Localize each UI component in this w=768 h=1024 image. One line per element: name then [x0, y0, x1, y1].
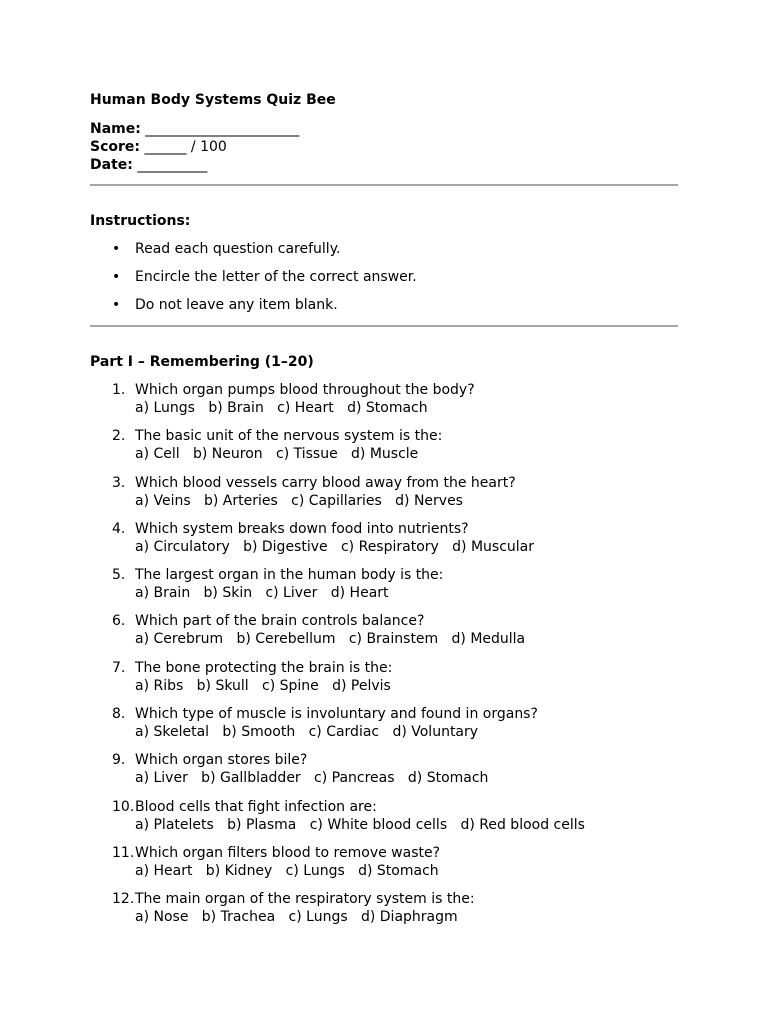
score-blank: ______ / 100	[140, 139, 227, 155]
date-label: Date:	[90, 157, 133, 173]
score-label: Score:	[90, 139, 140, 155]
question-text: Which organ stores bile?	[135, 752, 308, 769]
instruction-item	[90, 296, 417, 324]
date-blank: __________	[132, 157, 208, 173]
question-number: 10.	[112, 798, 135, 815]
question-text: Blood cells that fight infection are:	[135, 798, 377, 815]
question-text: The main organ of the respiratory system is the:	[135, 891, 475, 908]
question-number: 6.	[112, 613, 126, 630]
instruction-item	[90, 240, 417, 268]
question-text: Which part of the brain controls balance?	[135, 613, 425, 630]
question-options: a) Cell b) Neuron c) Tissue d) Muscle	[135, 446, 419, 463]
question-number: 11.	[112, 844, 135, 861]
question-item	[90, 474, 585, 520]
score-row	[90, 138, 299, 156]
question-number: 3.	[112, 474, 126, 491]
instruction-text: Do not leave any item blank.	[135, 297, 338, 313]
question-item	[90, 751, 585, 797]
question-options: a) Cerebrum b) Cerebellum c) Brainstem d) Medulla	[135, 631, 526, 648]
question-text: Which organ filters blood to remove waste?	[135, 844, 441, 861]
question-text: Which system breaks down food into nutrients?	[135, 520, 469, 537]
name-label: Name:	[90, 121, 141, 137]
name-blank: ______________________	[140, 121, 300, 137]
question-text: The largest organ in the human body is the:	[135, 567, 444, 584]
question-item	[90, 520, 585, 566]
question-options: a) Ribs b) Skull c) Spine d) Pelvis	[135, 677, 391, 694]
instruction-text: Encircle the letter of the correct answer.	[135, 269, 417, 285]
question-item	[90, 381, 585, 427]
question-number: 2.	[112, 428, 126, 445]
question-options: a) Skeletal b) Smooth c) Cardiac d) Voluntary	[135, 724, 479, 741]
question-item	[90, 890, 585, 936]
question-number: 5.	[112, 567, 126, 584]
question-item	[90, 659, 585, 705]
question-options: a) Nose b) Trachea c) Lungs d) Diaphragm	[135, 909, 458, 926]
question-number: 9.	[112, 752, 126, 769]
question-item	[90, 612, 585, 658]
date-row	[90, 156, 299, 174]
question-text: Which blood vessels carry blood away from the heart?	[135, 474, 516, 491]
quiz-title: Human Body Systems Quiz Bee	[90, 92, 336, 108]
name-row	[90, 120, 299, 138]
question-text: The bone protecting the brain is the:	[135, 659, 393, 676]
instructions-heading: Instructions:	[90, 213, 191, 229]
question-options: a) Platelets b) Plasma c) White blood cells d) Red blood cells	[135, 816, 585, 833]
question-options: a) Lungs b) Brain c) Heart d) Stomach	[135, 400, 428, 416]
instructions-list	[90, 240, 417, 324]
bullet-icon: •	[112, 297, 121, 313]
question-options: a) Heart b) Kidney c) Lungs d) Stomach	[135, 862, 439, 879]
question-text: Which organ pumps blood throughout the body?	[135, 382, 475, 398]
question-number: 12.	[112, 891, 135, 908]
question-options: a) Liver b) Gallbladder c) Pancreas d) Stomach	[135, 770, 489, 787]
part1-heading: Part I – Remembering (1–20)	[90, 354, 314, 370]
instruction-item	[90, 268, 417, 296]
student-info	[90, 120, 299, 174]
question-options: a) Circulatory b) Digestive c) Respiratory d) Muscular	[135, 538, 534, 555]
question-item	[90, 798, 585, 844]
question-number: 7.	[112, 659, 126, 676]
question-options: a) Brain b) Skin c) Liver d) Heart	[135, 585, 389, 602]
divider	[90, 184, 678, 186]
bullet-icon: •	[112, 241, 121, 257]
question-number: 8.	[112, 706, 126, 723]
question-item	[90, 705, 585, 751]
question-text: The basic unit of the nervous system is the:	[135, 428, 443, 445]
instruction-text: Read each question carefully.	[135, 241, 341, 257]
question-list	[90, 381, 585, 937]
question-item	[90, 844, 585, 890]
question-number: 1.	[112, 382, 126, 398]
question-number: 4.	[112, 520, 126, 537]
question-item	[90, 427, 585, 473]
divider	[90, 325, 678, 327]
bullet-icon: •	[112, 269, 121, 285]
question-options: a) Veins b) Arteries c) Capillaries d) Nerves	[135, 492, 463, 509]
question-item	[90, 566, 585, 612]
question-text: Which type of muscle is involuntary and found in organs?	[135, 706, 538, 723]
